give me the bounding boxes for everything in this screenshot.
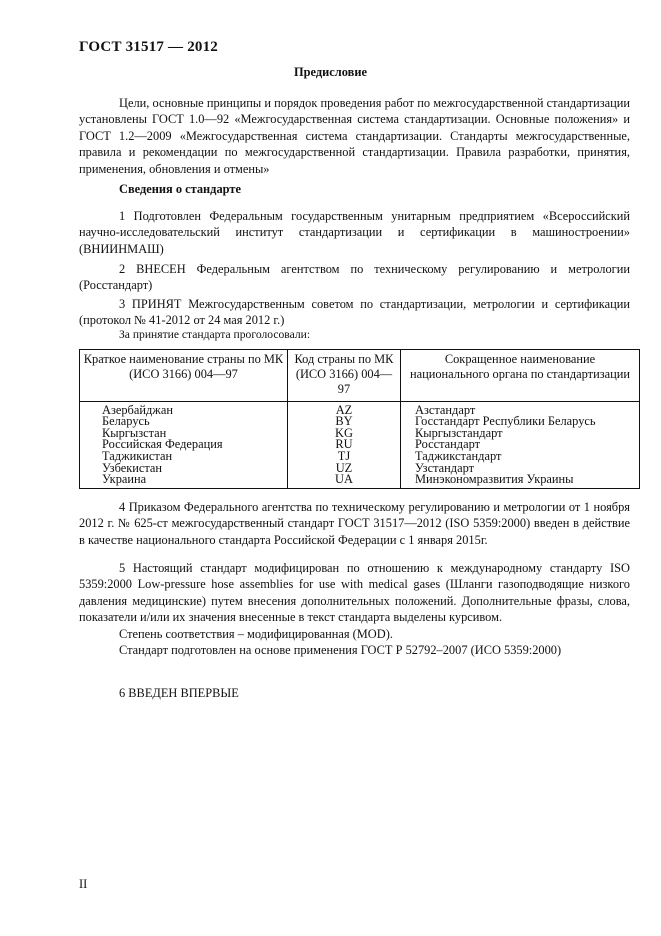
table-cell-body: Таджикстандарт — [401, 451, 640, 463]
table-header-body: Сокращенное наименование национального органа по стандартизации — [401, 350, 640, 402]
table-cell-country: Азербайджан — [80, 401, 288, 416]
vote-intro-text: За принятие стандарта проголосовали: — [119, 328, 311, 341]
item-4 — [79, 499, 630, 548]
table-cell-country: Беларусь — [80, 416, 288, 428]
item-6 — [119, 685, 619, 701]
info-item-3-text: 3 ПРИНЯТ Межгосударственным советом по стандартизации, метрологии и сертификации (протокол № 41-2012 от 24 мая 2012 г.) — [79, 297, 630, 328]
table-cell-country: Таджикистан — [80, 451, 288, 463]
voting-countries-table — [79, 349, 640, 489]
table-cell-body: Азстандарт — [401, 401, 640, 416]
info-heading — [119, 181, 619, 197]
item-5 — [79, 560, 630, 658]
item-5-text: 5 Настоящий стандарт модифицирован по отношению к международному стандарту ISO 5359:2000 Low-pressure hose assemblies for use with medical gases (Шланги газоподводящие низкого давления медицинские) путем внесения дополнительных положений. Дополнительные фразы, слова, показатели и/или их значения внесенные в текст стандарта выделены курсивом. — [79, 561, 630, 625]
table-cell-code: UZ — [288, 463, 401, 475]
info-item-1 — [79, 208, 630, 257]
item-4-text: 4 Приказом Федерального агентства по техническому регулированию и метрологии от 1 ноября 2012 г. № 625-ст межгосударственный стандарт ГОСТ 31517—2012 (ISO 5359:2000) введен в действие в качестве национального стандарта Российской Федерации с 1 января 2015г. — [79, 500, 630, 547]
document-header-id: ГОСТ 31517 — 2012 — [79, 39, 219, 55]
table-header-country: Краткое наименование страны по МК (ИСО 3166) 004—97 — [80, 350, 288, 402]
item-6-text: 6 ВВЕДЕН ВПЕРВЫЕ — [119, 686, 239, 700]
table-row — [80, 474, 640, 488]
foreword-text: Цели, основные принципы и порядок проведения работ по межгосударственной стандартизации установлены ГОСТ 1.0—92 «Межгосударственная система стандартизации. Основные положения» и ГОСТ 1.2—2009 «Межгосударственная система стандартизации. Стандарты межгосударственные, правила и рекомендации по межгосударственной стандартизации. Правила разработки, принятия, применения, обновления и отмены» — [79, 96, 630, 176]
table-cell-country: Украина — [80, 474, 288, 488]
info-item-1-text: 1 Подготовлен Федеральным государственным унитарным предприятием «Всероссийский научно-исследовательский институт стандартизации и сертификации в машиностроении» (ВНИИНМАШ) — [79, 209, 630, 256]
table-cell-code: TJ — [288, 451, 401, 463]
foreword-title: Предисловие — [294, 65, 367, 79]
info-item-2-text: 2 ВНЕСЕН Федеральным агентством по техническому регулированию и метрологии (Росстандарт) — [79, 262, 630, 293]
table-cell-code: RU — [288, 439, 401, 451]
table-cell-code: KG — [288, 428, 401, 440]
table-cell-body: Госстандарт Республики Беларусь — [401, 416, 640, 428]
table-row — [80, 451, 640, 463]
table-cell-country: Российская Федерация — [80, 439, 288, 451]
table-cell-body: Узстандарт — [401, 463, 640, 475]
table-cell-body: Минэкономразвития Украины — [401, 474, 640, 488]
item-5-conformity: Степень соответствия – модифицированная (MOD). — [119, 626, 393, 641]
table-cell-code: UA — [288, 474, 401, 488]
table-cell-country: Узбекистан — [80, 463, 288, 475]
info-heading-text: Сведения о стандарте — [119, 182, 241, 196]
table-header-code: Код страны по МК (ИСО 3166) 004—97 — [288, 350, 401, 402]
table-cell-code: AZ — [288, 401, 401, 416]
info-item-3 — [79, 296, 630, 329]
table-cell-code: BY — [288, 416, 401, 428]
table-cell-body: Росстандарт — [401, 439, 640, 451]
item-5-basis: Стандарт подготовлен на основе применения ГОСТ Р 52792–2007 (ИСО 5359:2000) — [119, 643, 562, 658]
table-cell-country: Кыргызстан — [80, 428, 288, 440]
vote-intro — [119, 327, 619, 343]
page-number: II — [79, 877, 88, 891]
table-header-row — [80, 350, 640, 402]
info-item-2 — [79, 261, 630, 294]
table-cell-body: Кыргызстандарт — [401, 428, 640, 440]
foreword-paragraph — [79, 95, 630, 177]
